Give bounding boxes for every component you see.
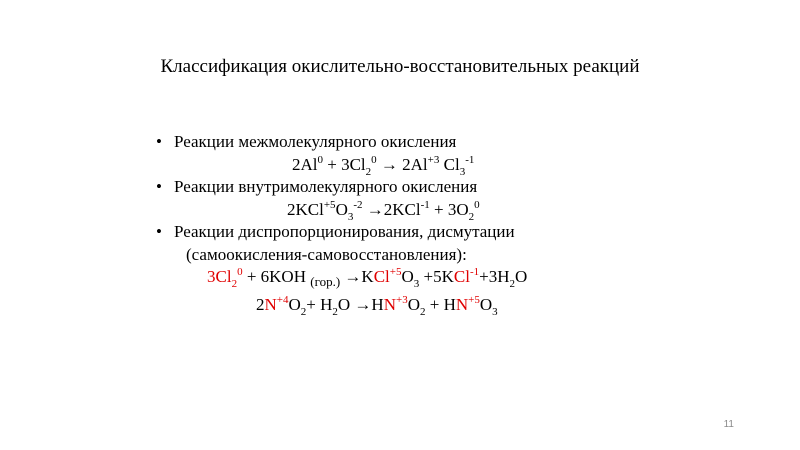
list-item-disproportionation xyxy=(156,221,716,244)
bullet: • xyxy=(156,177,162,196)
equation-intermolecular: $2Al^0 + 3Cl_2^0 \to 2Al^{+3}$ $Cl_3^{-1}$ xyxy=(292,153,475,178)
item-text: Реакции межмолекулярного окисления xyxy=(174,132,457,151)
item-text: Реакции внутримолекулярного окисления xyxy=(174,177,478,196)
item-text: Реакции диспропорционирования, дисмутации xyxy=(174,222,515,241)
bullet: • xyxy=(156,222,162,241)
equation-intramolecular: $2KCl^{+5}O_3^{-2} \to 2KCl^{-1} + 3O_2^0$ xyxy=(287,198,480,223)
item-text-continuation: (самоокисления-самовосстановления): xyxy=(186,244,467,264)
equation-disproportionation-nitrogen: $2N^{+4}O_2+ H_2O \to HN^{+3}O_2 + HN^{+5}O_3$ xyxy=(256,293,498,318)
slide-content xyxy=(156,131,716,316)
equation-disproportionation-chlorine: $3Cl_2^0 + 6KOH$ $_{(гор.)} \to KCl^{+5}O_3 +5KCl^{-1}+3H_2O$ xyxy=(207,266,528,290)
list-item-intermolecular xyxy=(156,131,716,154)
page-number: 11 xyxy=(723,419,734,430)
bullet: • xyxy=(156,132,162,151)
slide-title: Классификация окислительно-восстановительных реакций xyxy=(160,56,640,77)
list-item-intramolecular xyxy=(156,176,716,199)
